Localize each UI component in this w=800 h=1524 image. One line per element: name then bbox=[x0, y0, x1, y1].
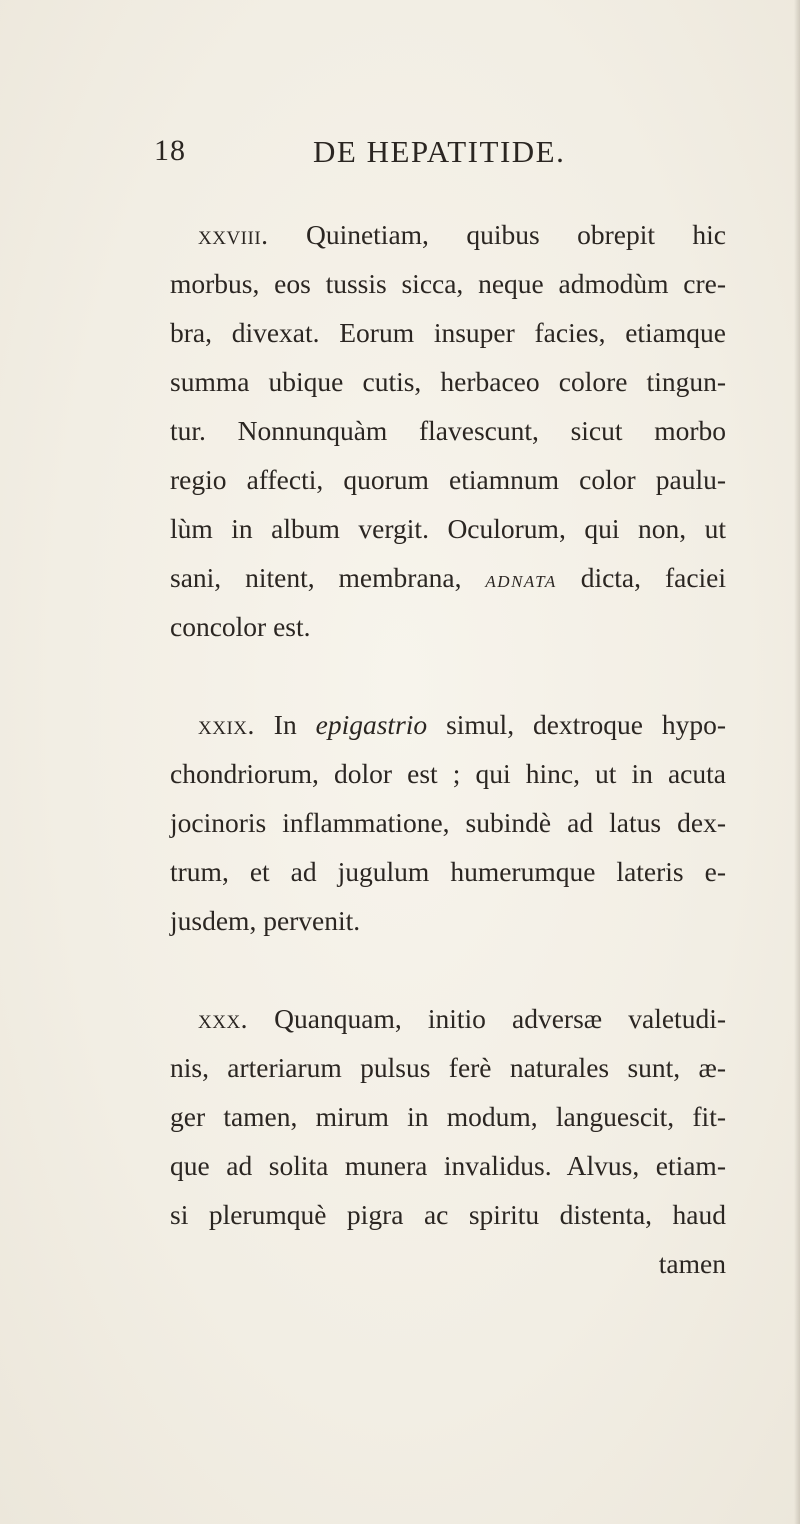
term-epigastrio: epigastrio bbox=[315, 709, 428, 740]
text-line: tur. Nonnunquàm flavescunt, sicut morbo bbox=[170, 415, 726, 446]
text-line: jocinoris inflammatione, subindè ad latus dex- bbox=[170, 807, 726, 838]
text-line: chondriorum, dolor est ; qui hinc, ut in acuta bbox=[170, 758, 726, 789]
text-line: regio affecti, quorum etiamnum color paulu- bbox=[170, 464, 726, 495]
paragraph-xxviii bbox=[170, 210, 726, 651]
text-line: que ad solita munera invalidus. Alvus, etiam- bbox=[170, 1150, 726, 1181]
body-text bbox=[170, 210, 726, 1288]
text-line: concolor est. bbox=[170, 611, 311, 642]
text-line: xxx. Quanquam, initio adversæ valetudi- bbox=[198, 1003, 726, 1034]
text-line: trum, et ad jugulum humerumque lateris e- bbox=[170, 856, 726, 887]
text-line: sani, nitent, membrana, adnata dicta, faciei bbox=[170, 562, 727, 593]
paragraph-number: xxx. bbox=[198, 1003, 249, 1034]
paragraph-xxix bbox=[170, 700, 726, 945]
text-line: ger tamen, mirum in modum, languescit, fit- bbox=[170, 1101, 726, 1132]
text-line: morbus, eos tussis sicca, neque admodùm cre- bbox=[170, 268, 726, 299]
running-title: DE HEPATITIDE. bbox=[313, 134, 566, 169]
term-adnata: adnata bbox=[485, 567, 557, 593]
paragraph-number: xxix. bbox=[198, 709, 255, 740]
text-line: xxix. In epigastrio simul, dextroque hypo- bbox=[198, 709, 726, 740]
catchword: tamen bbox=[658, 1248, 726, 1279]
paragraph-xxx bbox=[170, 994, 726, 1288]
text-line: summa ubique cutis, herbaceo colore tingun- bbox=[170, 366, 726, 397]
text-line: lùm in album vergit. Oculorum, qui non, ut bbox=[170, 513, 726, 544]
text-line: nis, arteriarum pulsus ferè naturales sunt, æ- bbox=[170, 1052, 726, 1083]
text-line: si plerumquè pigra ac spiritu distenta, haud bbox=[170, 1199, 726, 1230]
paragraph-number: xxviii. bbox=[198, 219, 269, 250]
page-header bbox=[0, 134, 800, 174]
text-line: xxviii. Quinetiam, quibus obrepit hic bbox=[198, 219, 726, 250]
text-line: bra, divexat. Eorum insuper facies, etiamque bbox=[170, 317, 726, 348]
page-number: 18 bbox=[154, 134, 186, 167]
text-line: jusdem, pervenit. bbox=[170, 905, 361, 936]
page-edge-shadow bbox=[794, 0, 800, 1524]
